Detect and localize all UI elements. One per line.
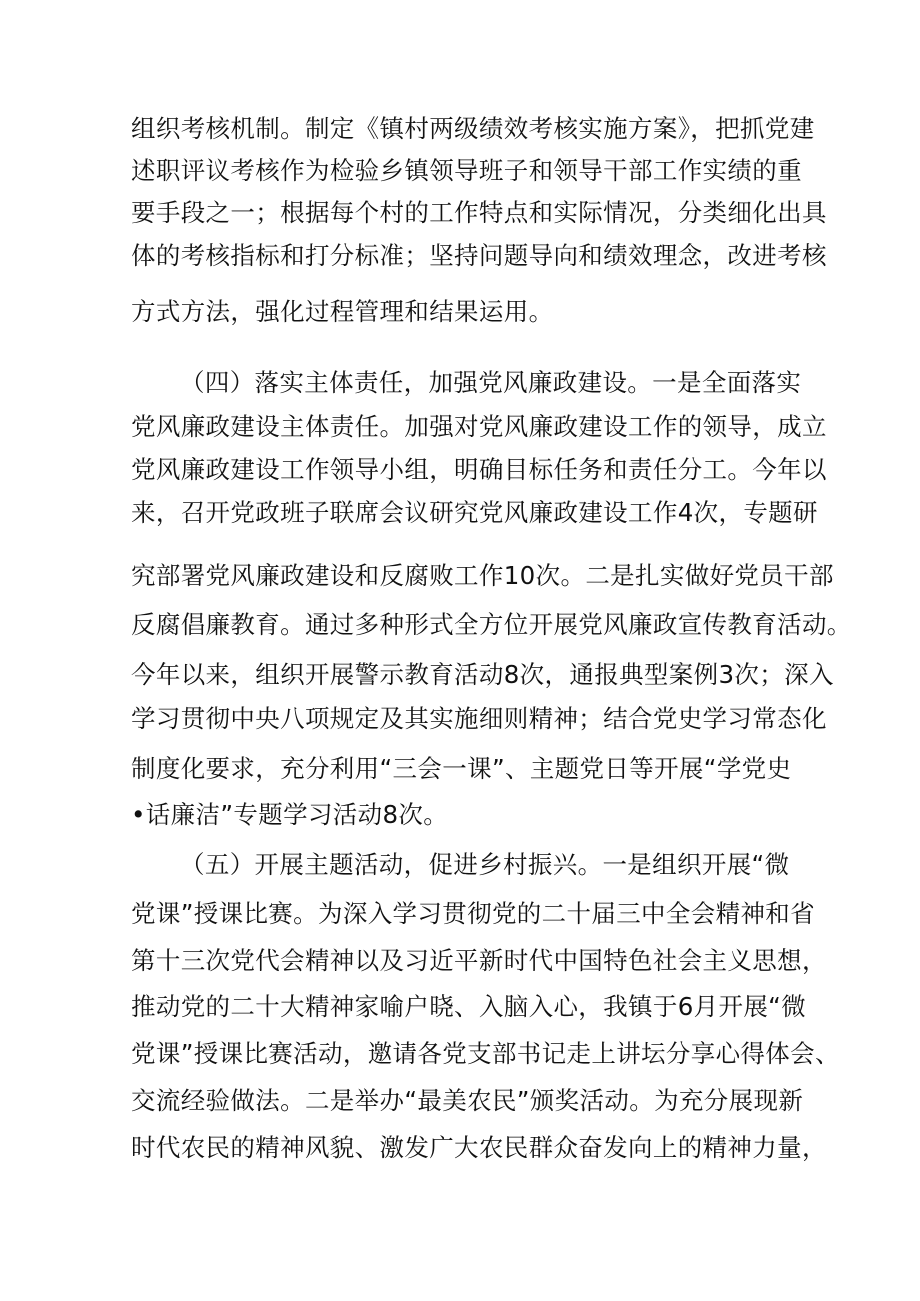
paragraph-2-line-9: 制度化要求，充分利用“三会一课”、主题党日等开展“学党史 bbox=[131, 754, 792, 783]
paragraph-1-line-5: 方式方法，强化过程管理和结果运用。 bbox=[131, 297, 554, 326]
paragraph-2-line-1: （四）落实主体责任，加强党风廉政建设。一是全面落实 bbox=[180, 368, 802, 397]
paragraph-3-line-4: 推动党的二十大精神家喻户晓、入脑入心，我镇于6月开展“微 bbox=[131, 992, 807, 1021]
paragraph-2-line-4: 来，召开党政班子联席会议研究党风廉政建设工作4次，专题研 bbox=[131, 498, 818, 527]
paragraph-2-line-5: 究部署党风廉政建设和反腐败工作10次。二是扎实做好党员干部 bbox=[131, 561, 834, 590]
paragraph-3-line-7: 时代农民的精神风貌、激发广大农民群众奋发向上的精神力量， bbox=[131, 1133, 827, 1162]
paragraph-1-line-3: 要手段之一；根据每个村的工作特点和实际情况，分类细化出具 bbox=[131, 198, 827, 227]
paragraph-1-line-4: 体的考核指标和打分标准；坚持问题导向和绩效理念，改进考核 bbox=[131, 241, 827, 270]
paragraph-3-line-6: 交流经验做法。二是举办“最美农民”颁奖活动。为充分展现新 bbox=[131, 1086, 804, 1115]
paragraph-2-line-7: 今年以来，组织开展警示教育活动8次，通报典型案例3次；深入 bbox=[131, 660, 834, 689]
paragraph-2-line-8: 学习贯彻中央八项规定及其实施细则精神；结合党史学习常态化 bbox=[131, 704, 827, 733]
paragraph-1-line-2: 述职评议考核作为检验乡镇领导班子和领导干部工作实绩的重 bbox=[131, 156, 802, 185]
paragraph-2-line-6: 反腐倡廉教育。通过多种形式全方位开展党风廉政宣传教育活动。 bbox=[131, 610, 852, 639]
paragraph-3-line-5: 党课”授课比赛活动，邀请各党支部书记走上讲坛分享心得体会、 bbox=[131, 1039, 840, 1068]
paragraph-1-line-1: 组织考核机制。制定《镇村两级绩效考核实施方案》，把抓党建 bbox=[131, 114, 815, 143]
paragraph-2-line-2: 党风廉政建设主体责任。加强对党风廉政建设工作的领导，成立 bbox=[131, 412, 827, 441]
paragraph-3-line-3: 第十三次党代会精神以及习近平新时代中国特色社会主义思想， bbox=[131, 946, 827, 975]
paragraph-2-line-3: 党风廉政建设工作领导小组，明确目标任务和责任分工。今年以 bbox=[131, 455, 827, 484]
paragraph-3-line-2: 党课”授课比赛。为深入学习贯彻党的二十届三中全会精神和省 bbox=[131, 899, 815, 928]
paragraph-3-line-1: （五）开展主题活动，促进乡村振兴。一是组织开展“微 bbox=[180, 850, 790, 879]
paragraph-2-line-10: •话廉洁”专题学习活动8次。 bbox=[131, 800, 449, 829]
